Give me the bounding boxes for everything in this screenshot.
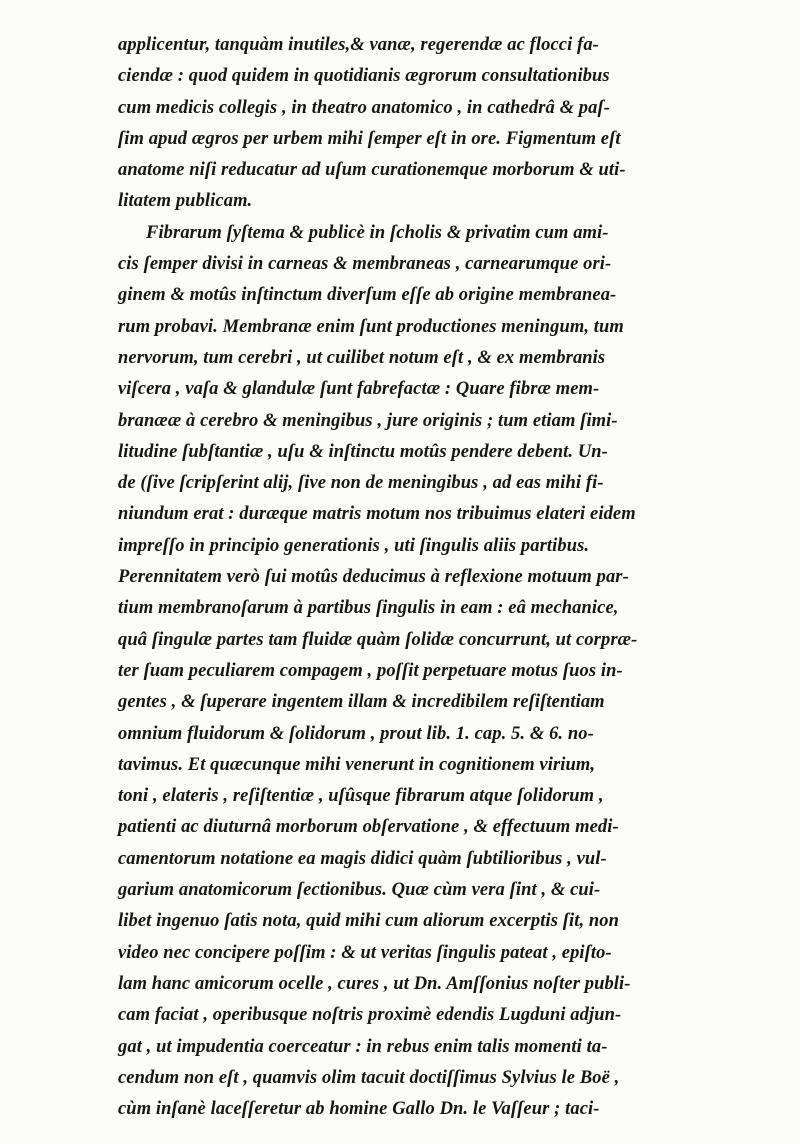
text-line: gentes , & ſuperare ingentem illam & incredibilem reſiſtentiam xyxy=(118,692,605,713)
text-line: toni , elateris , reſiſtentiæ , uſûsque fibrarum atque ſolidorum , xyxy=(118,786,604,807)
text-line: anatome niſi reducatur ad uſum curationemque morborum & uti- xyxy=(118,160,626,181)
text-line: viſcera , vaſa & glandulæ ſunt fabrefactæ : Quare fibræ mem- xyxy=(118,379,600,400)
text-line: tavimus. Et quæcunque mihi venerunt in cognitionem virium, xyxy=(118,754,596,775)
text-line: omnium fluidorum & ſolidorum , prout lib. 1. cap. 5. & 6. no- xyxy=(118,723,594,744)
text-line: libet ingenuo ſatis nota, quid mihi cum aliorum excerptis ſit, non xyxy=(118,911,620,932)
text-line: nervorum, tum cerebri , ut cuilibet notum eſt , & ex membranis xyxy=(118,347,606,368)
text-line: de (ſive ſcripſerint alij, ſive non de meningibus , ad eas mihi fi- xyxy=(118,473,604,494)
text-line: impreſſo in principio generationis , uti ſingulis aliis partibus. xyxy=(118,535,590,556)
text-line: litudine ſubſtantiæ , uſu & inſtinctu motûs pendere debent. Un- xyxy=(118,441,608,462)
text-line: cis ſemper divisi in carneas & membraneas , carnearumque ori- xyxy=(118,254,612,275)
text-line: tium membranoſarum à partibus ſingulis in eam : eâ mechanice, xyxy=(118,598,619,619)
text-line: camentorum notatione ea magis didici quàm ſubtilioribus , vul- xyxy=(118,848,607,869)
text-line: branææ à cerebro & meningibus , jure originis ; tum etiam ſimi- xyxy=(118,410,618,431)
text-line: lam hanc amicorum ocelle , cures , ut Dn. Amſſonius noſter publi- xyxy=(118,973,631,994)
text-line: applicentur, tanquàm inutiles,& vanæ, regerendæ ac flocci fa- xyxy=(118,35,599,55)
text-line: cendum non eſt , quamvis olim tacuit doctiſſimus Sylvius le Boë , xyxy=(118,1067,620,1088)
text-line: ginem & motûs inſtinctum diverſum eſſe ab origine membranea- xyxy=(118,285,617,306)
text-line: niundum erat : duræque matris motum nos tribuimus elateri eidem xyxy=(118,504,636,525)
text-line: video nec concipere poſſim : & ut veritas ſingulis pateat , epiſto- xyxy=(118,942,612,963)
text-line: gat , ut impudentia coerceatur : in rebus enim talis momenti ta- xyxy=(118,1036,608,1057)
text-line: litatem publicam. xyxy=(118,191,253,212)
text-line: quâ ſingulæ partes tam fluidæ quàm ſolidæ concurrunt, ut corpræ- xyxy=(118,629,638,650)
text-line: garium anatomicorum ſectionibus. Quæ cùm vera ſint , & cui- xyxy=(118,880,601,901)
text-line: Perennitatem verò ſui motûs deducimus à reflexione motuum par- xyxy=(118,567,629,588)
text-line: patienti ac diuturnâ morborum obſervatione , & effectuum medi- xyxy=(118,817,619,838)
text-line: cum medicis collegis , in theatro anatomico , in cathedrâ & paſ- xyxy=(118,97,611,118)
text-line: cam faciat , operibusque noſtris proximè edendis Lugduni adjun- xyxy=(118,1005,622,1026)
paragraph-start-line: Fibrarum ſyſtema & publicè in ſcholis & privatim cum ami- xyxy=(146,222,609,243)
text-line: ſim apud ægros per urbem mihi ſemper eſt in ore. Figmentum eſt xyxy=(118,128,621,149)
text-line: cùm inſanè laceſſeretur ab homine Gallo Dn. le Vaſſeur ; taci- xyxy=(118,1099,600,1120)
body-text xyxy=(118,30,658,1125)
text-line: ter ſuam peculiarem compagem , poſſit perpetuare motus ſuos in- xyxy=(118,660,623,681)
text-line: rum probavi. Membranæ enim ſunt productiones meningum, tum xyxy=(118,316,624,337)
text-line: ciendæ : quod quidem in quotidianis ægrorum consultationibus xyxy=(118,66,610,87)
